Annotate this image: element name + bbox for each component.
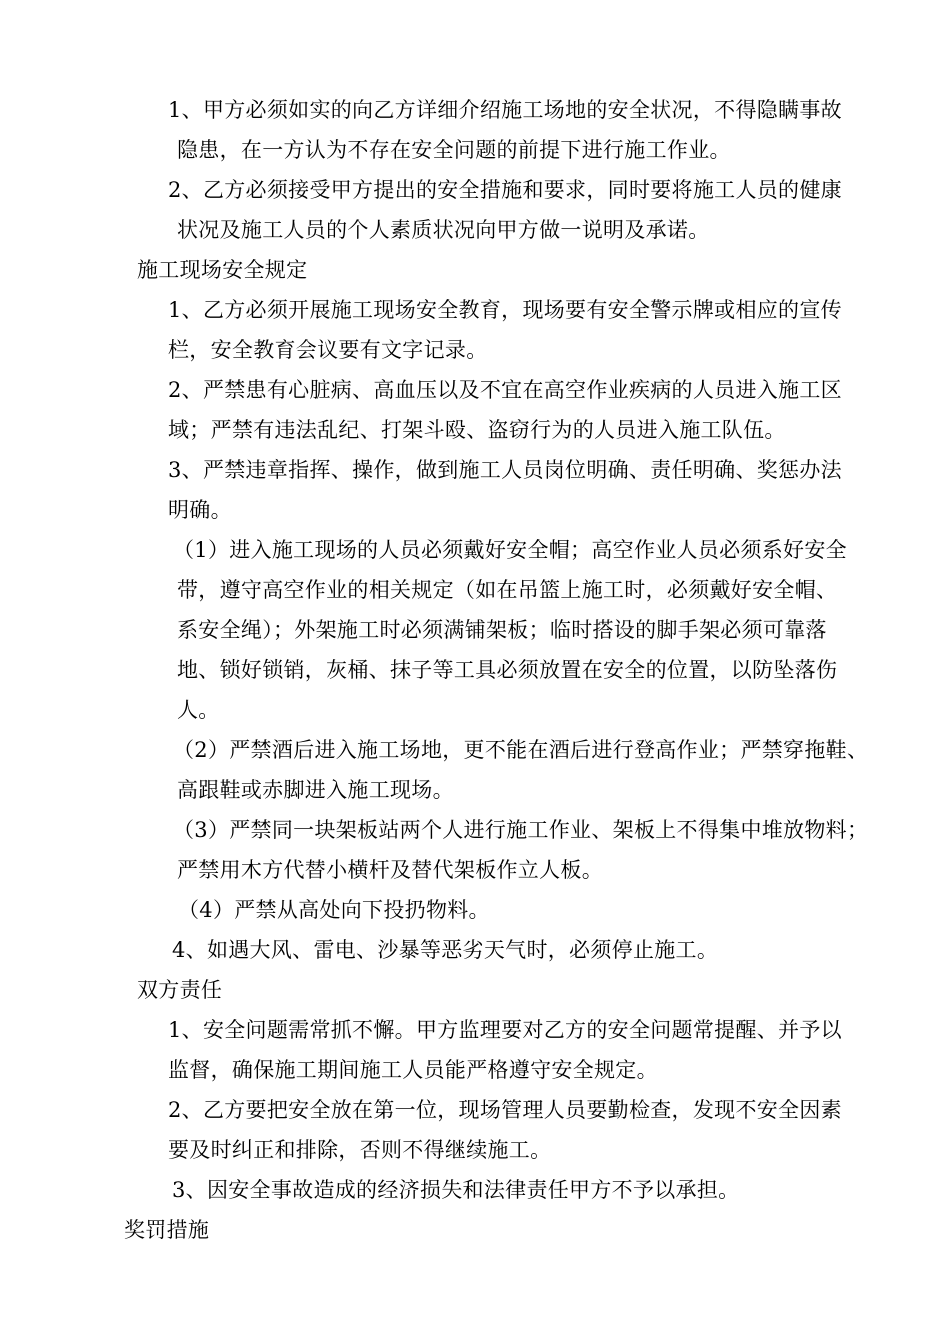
paragraph-line: 3、因安全事故造成的经济损失和法律责任甲方不予以承担。 (172, 1178, 740, 1202)
section-heading: 双方责任 (137, 978, 223, 1002)
paragraph-line: 高跟鞋或赤脚进入施工现场。 (177, 778, 454, 802)
paragraph-line: （2）严禁酒后进入施工场地，更不能在酒后进行登高作业；严禁穿拖鞋、 (173, 738, 869, 762)
paragraph-line: （1）进入施工现场的人员必须戴好安全帽；高空作业人员必须系好安全 (173, 538, 847, 562)
paragraph-line: 严禁用木方代替小横杆及替代架板作立人板。 (177, 858, 603, 882)
paragraph-line: 栏，安全教育会议要有文字记录。 (168, 338, 488, 362)
paragraph-line: 带，遵守高空作业的相关规定（如在吊篮上施工时，必须戴好安全帽、 (177, 578, 838, 602)
paragraph-line: （3）严禁同一块架板站两个人进行施工作业、架板上不得集中堆放物料； (173, 818, 869, 842)
paragraph-line: （4）严禁从高处向下投扔物料。 (178, 898, 490, 922)
paragraph-line: 系安全绳）；外架施工时必须满铺架板；临时搭设的脚手架必须可靠落 (177, 618, 827, 642)
section-heading: 施工现场安全规定 (137, 258, 308, 282)
paragraph-line: 1、安全问题需常抓不懈。甲方监理要对乙方的安全问题常提醒、并予以 (168, 1018, 842, 1042)
paragraph-line: 1、甲方必须如实的向乙方详细介绍施工场地的安全状况，不得隐瞒事故 (168, 98, 842, 122)
section-heading: 奖罚措施 (124, 1218, 210, 1242)
paragraph-line: 明确。 (168, 498, 232, 522)
paragraph-line: 隐患，在一方认为不存在安全问题的前提下进行施工作业。 (177, 138, 731, 162)
paragraph-line: 状况及施工人员的个人素质状况向甲方做一说明及承诺。 (177, 218, 710, 242)
paragraph-line: 2、乙方要把安全放在第一位，现场管理人员要勤检查，发现不安全因素 (168, 1098, 842, 1122)
paragraph-line: 1、乙方必须开展施工现场安全教育，现场要有安全警示牌或相应的宣传 (168, 298, 842, 322)
paragraph-line: 3、严禁违章指挥、操作，做到施工人员岗位明确、责任明确、奖惩办法 (168, 458, 842, 482)
paragraph-line: 2、严禁患有心脏病、高血压以及不宜在高空作业疾病的人员进入施工区 (168, 378, 842, 402)
paragraph-line: 2、乙方必须接受甲方提出的安全措施和要求，同时要将施工人员的健康 (168, 178, 842, 202)
paragraph-line: 要及时纠正和排除，否则不得继续施工。 (168, 1138, 552, 1162)
paragraph-line: 4、如遇大风、雷电、沙暴等恶劣天气时，必须停止施工。 (172, 938, 719, 962)
paragraph-line: 地、锁好锁销，灰桶、抹子等工具必须放置在安全的位置，以防坠落伤 (177, 658, 838, 682)
paragraph-line: 人。 (177, 698, 220, 722)
paragraph-line: 域；严禁有违法乱纪、打架斗殴、盗窃行为的人员进入施工队伍。 (168, 418, 786, 442)
paragraph-line: 监督，确保施工期间施工人员能严格遵守安全规定。 (168, 1058, 658, 1082)
